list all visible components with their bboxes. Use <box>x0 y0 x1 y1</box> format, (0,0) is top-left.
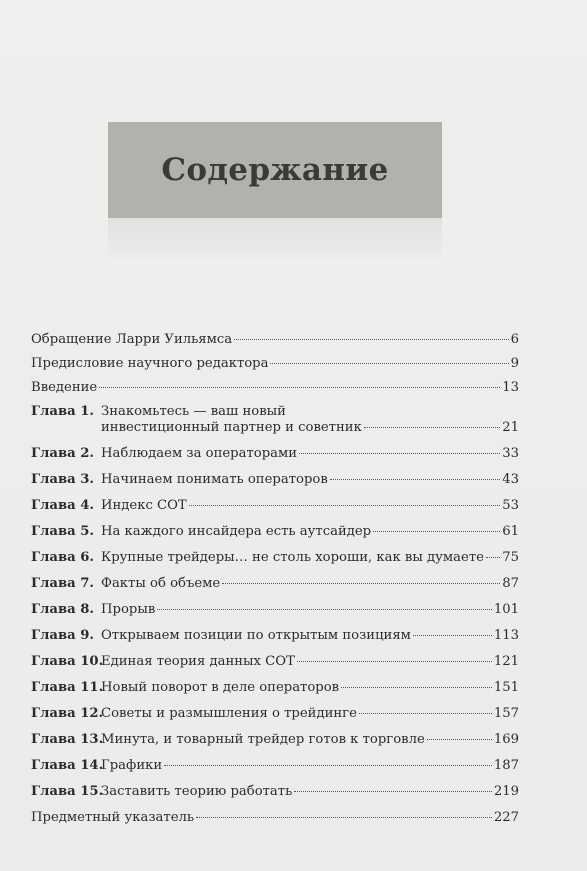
entry-title: Советы и размышления о трейдинге <box>101 706 357 721</box>
entry-title: инвестиционный партнер и советник <box>101 420 362 435</box>
page-number: 227 <box>493 810 519 825</box>
toc-entry <box>31 654 519 670</box>
toc-entry <box>31 732 519 748</box>
page-number: 13 <box>502 380 519 395</box>
entry-title: Обращение Ларри Уильямса <box>31 332 233 347</box>
page-number: 87 <box>502 576 519 591</box>
page-number: 43 <box>502 472 519 487</box>
page-number: 21 <box>502 420 519 435</box>
chapter-label: Глава 7. <box>31 576 95 591</box>
toc-entry <box>31 628 519 644</box>
toc-entry <box>31 758 519 774</box>
toc-entry <box>31 602 519 618</box>
toc-entry <box>31 576 519 592</box>
page-number: 121 <box>493 654 519 669</box>
toc-entry <box>31 706 519 722</box>
dot-leader <box>413 635 492 636</box>
chapter-label: Глава 14. <box>31 758 104 773</box>
page-number: 101 <box>493 602 519 617</box>
page-number: 53 <box>502 498 519 513</box>
chapter-label: Глава 9. <box>31 628 95 643</box>
entry-title: Открываем позиции по открытым позициям <box>101 628 411 643</box>
dot-leader <box>270 363 508 364</box>
entry-title: Предисловие научного редактора <box>31 356 269 371</box>
dot-leader <box>99 387 500 388</box>
chapter-label: Глава 1. <box>31 404 95 419</box>
toc-entry <box>31 810 519 826</box>
entry-title: Индекс COT <box>101 498 187 513</box>
page-number: 113 <box>493 628 519 643</box>
entry-title: Графики <box>101 758 163 773</box>
entry-title: Крупные трейдеры… не столь хороши, как вы думаете <box>101 550 484 565</box>
chapter-label: Глава 13. <box>31 732 104 747</box>
toc-entry <box>31 404 519 436</box>
chapter-label: Глава 4. <box>31 498 95 513</box>
chapter-label: Глава 10. <box>31 654 104 669</box>
dot-leader <box>157 609 492 610</box>
page-number: 75 <box>502 550 519 565</box>
entry-title: Предметный указатель <box>31 810 195 825</box>
dot-leader <box>164 765 492 766</box>
entry-title: Минута, и товарный трейдер готов к торговле <box>101 732 425 747</box>
toc-entry <box>31 380 519 396</box>
entry-title: Наблюдаем за операторами <box>101 446 298 461</box>
entry-title-line1: Знакомьтесь — ваш новый <box>101 404 286 419</box>
toc-entry <box>31 356 519 372</box>
dot-leader <box>196 817 492 818</box>
entry-title: Прорыв <box>101 602 156 617</box>
toc-entry <box>31 550 519 566</box>
dot-leader <box>359 713 492 714</box>
chapter-label: Глава 5. <box>31 524 95 539</box>
chapter-label: Глава 12. <box>31 706 104 721</box>
chapter-label: Глава 2. <box>31 446 95 461</box>
chapter-label: Глава 6. <box>31 550 95 565</box>
title-banner <box>108 122 442 218</box>
entry-title: Единая теория данных COT <box>101 654 295 669</box>
toc-entry <box>31 332 519 348</box>
toc-entry <box>31 680 519 696</box>
toc-entry <box>31 524 519 540</box>
page-number: 6 <box>510 332 519 347</box>
dot-leader <box>234 339 508 340</box>
dot-leader <box>373 531 500 532</box>
chapter-label: Глава 3. <box>31 472 95 487</box>
chapter-label: Глава 15. <box>31 784 104 799</box>
page-number: 61 <box>502 524 519 539</box>
toc-entry <box>31 446 519 462</box>
entry-title: Начинаем понимать операторов <box>101 472 328 487</box>
dot-leader <box>341 687 492 688</box>
dot-leader <box>189 505 500 506</box>
entry-title: Заставить теорию работать <box>101 784 293 799</box>
dot-leader <box>330 479 500 480</box>
page-number: 169 <box>493 732 519 747</box>
dot-leader <box>299 453 500 454</box>
dot-leader <box>294 791 492 792</box>
page-title: Содержание <box>161 152 389 188</box>
page-number: 9 <box>510 356 519 371</box>
chapter-label: Глава 11. <box>31 680 104 695</box>
toc-entry <box>31 498 519 514</box>
dot-leader <box>222 583 500 584</box>
dot-leader <box>427 739 492 740</box>
page-number: 219 <box>493 784 519 799</box>
page-number: 151 <box>493 680 519 695</box>
entry-title: Новый поворот в деле операторов <box>101 680 340 695</box>
page-number: 187 <box>493 758 519 773</box>
dot-leader <box>486 557 500 558</box>
entry-title: Введение <box>31 380 98 395</box>
dot-leader <box>297 661 492 662</box>
page-number: 33 <box>502 446 519 461</box>
entry-title: На каждого инсайдера есть аутсайдер <box>101 524 372 539</box>
toc-entry <box>31 472 519 488</box>
dot-leader <box>364 427 500 428</box>
toc-entry <box>31 784 519 800</box>
chapter-label: Глава 8. <box>31 602 95 617</box>
entry-title: Факты об объеме <box>101 576 221 591</box>
page-number: 157 <box>493 706 519 721</box>
title-banner-shadow <box>108 218 442 262</box>
